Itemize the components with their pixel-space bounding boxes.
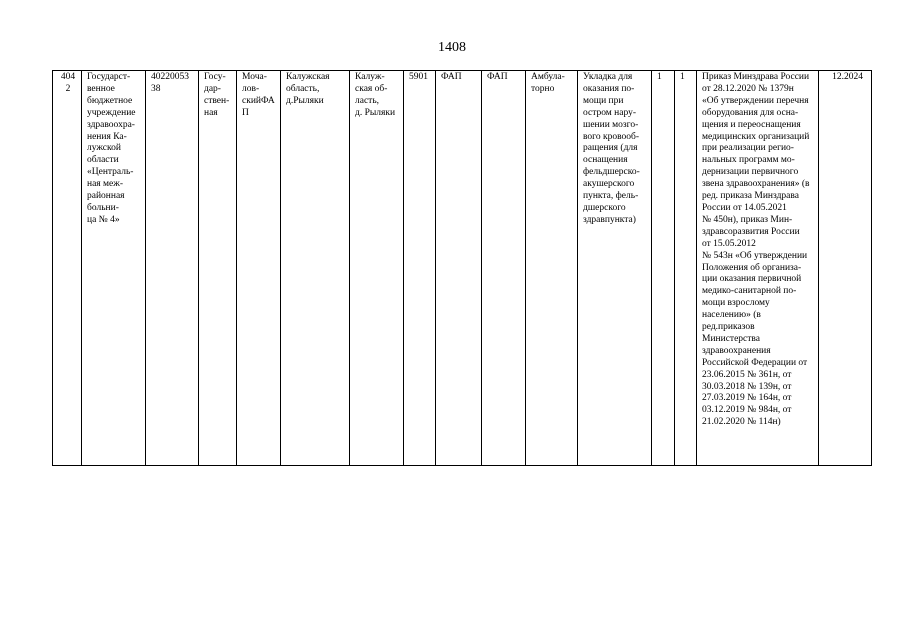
cell-number: 404 2 (53, 71, 82, 466)
cell-facility-name: Моча- лов- скийФА П (237, 71, 281, 466)
cell-date: 12.2024 (819, 71, 872, 466)
cell-equipment: Укладка для оказания по- мощи при остром нару- шении мозго- вого кровооб- ращения (для оснащения фельдшерско- акушерского пункта, фель- дшерского здравпункта) (578, 71, 652, 466)
cell-organization: Государст- венное бюджетное учреждение здравоохра- нения Ка- лужской области «Централь- ная меж- районная больни- ца № 4» (82, 71, 146, 466)
cell-quantity-1: 1 (652, 71, 675, 466)
cell-quantity-2: 1 (675, 71, 697, 466)
cell-address-2: Калуж- ская об- ласть, д. Рыляки (350, 71, 404, 466)
table-row (53, 71, 872, 466)
cell-code: 5901 (404, 71, 436, 466)
cell-address-1: Калужская область, д.Рыляки (281, 71, 350, 466)
cell-ownership: Госу- дар- ствен- ная (199, 71, 237, 466)
cell-inn: 40220053 38 (146, 71, 199, 466)
cell-type-2: ФАП (482, 71, 526, 466)
cell-legal-basis: Приказ Минздрава России от 28.12.2020 № 1379н «Об утверждении перечня оборудования для осна- щения и переоснащения медицинских организаций при реализации регио- нальных программ мо- дернизации первичного звена здравоохранения» (в ред. приказа Минздрава России от 14.05.2021 № 450н), приказ Мин- здравсоразвития России от 15.05.2012 № 543н «Об утверждении Положения об организа- ции оказания первичной медико-санитарной по- мощи взрослому населению» (в ред.приказов Министерства здравоохранения Российской Федерации от 23.06.2015 № 361н, от 30.03.2018 № 139н, от 27.03.2019 № 164н, от 03.12.2019 № 984н, от 21.02.2020 № 114н) (697, 71, 819, 466)
equipment-table (52, 70, 872, 466)
cell-care-form: Амбула- торно (526, 71, 578, 466)
page-number: 1408 (438, 40, 466, 55)
cell-type-1: ФАП (436, 71, 482, 466)
